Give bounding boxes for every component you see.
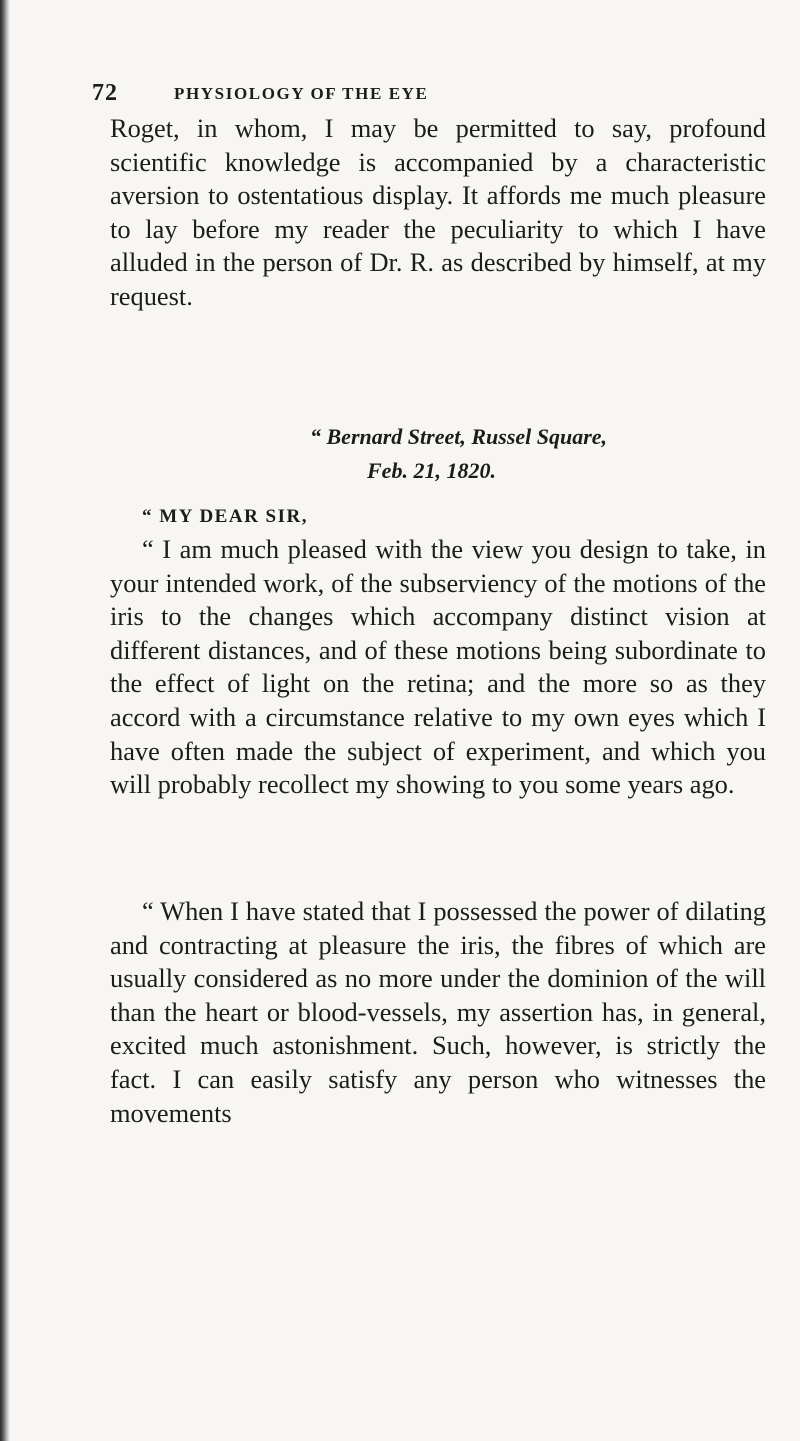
page-number: 72 [92,80,118,106]
paragraph-letter-1: “ I am much pleased with the view you design to take, in your intended work, of the subserviency of the motions of the iris to the changes which accompany distinct vision at different distances, and of these motions being subordinate to the effect of light on the retina; and the more so as they accord with a circumstance relative to my own eyes which I have often made the subject of experiment, and which you will probably recollect my showing to you some years ago. [110,534,766,800]
paragraph-letter-2: “ When I have stated that I possessed the power of dilating and contracting at pleasure the iris, the fibres of which are usually considered as no more under the dominion of the will than the heart or blood-vessels, my assertion has, in general, excited much astonishment. Such, however, is strictly the fact. I can easily satisfy any person who witnesses the movements [110,896,766,1128]
running-head [92,80,712,108]
page-binding-edge [0,0,10,1441]
letter-dateline-date: Feb. 21, 1820. [367,458,496,483]
running-title: PHYSIOLOGY OF THE EYE [174,84,429,103]
letter-salutation: “ MY DEAR SIR, [142,506,308,527]
paragraph-intro: Roget, in whom, I may be permitted to say, profound scientific knowledge is accompanied by a characteristic aversion to ostentatious display. It affords me much pleasure to lay before my reader the peculiarity to which I have alluded in the person of Dr. R. as described by himself, at my request. [110,113,766,311]
letter-dateline-address: “ Bernard Street, Russel Square, [310,424,608,449]
